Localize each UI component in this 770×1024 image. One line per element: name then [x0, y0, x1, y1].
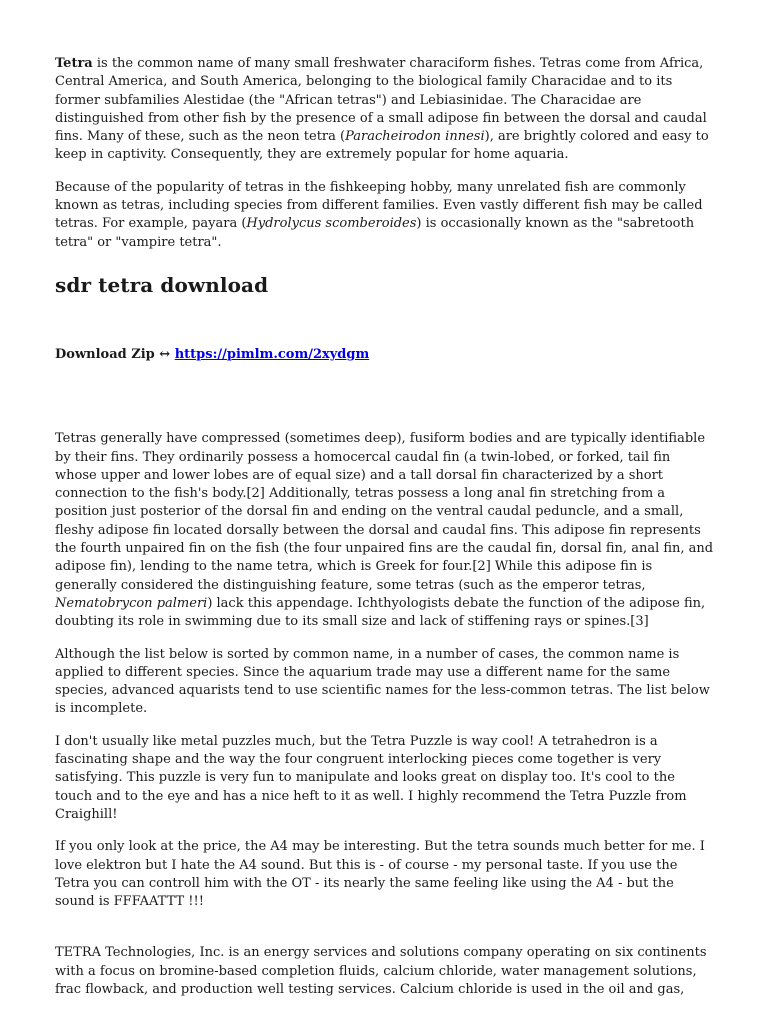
- intro-text-b: ), are brightly colored and easy to keep in captivity. Consequently, they are extremely popular for home aquaria.: [55, 129, 709, 163]
- term-bold: Tetra: [55, 56, 93, 71]
- list-note-paragraph: Although the list below is sorted by common name, in a number of cases, the common name is applied to different species. Since the aquarium trade may use a different name for the same species, advanced aquarists tend to use scientific names for the less-common tetras. The list below is incomplete.: [55, 646, 710, 717]
- intro-species-italic: Paracheirodon innesi: [345, 129, 485, 145]
- synth-paragraph: If you only look at the price, the A4 may be interesting. But the tetra sounds much better for me. I love elektron but I hate the A4 sound. But this is - of course - my personal taste. If you use the Tetra you can controll him with the OT - its nearly the same feeling like using the A4 - but the sound is FFFAATTT !!!: [55, 839, 705, 910]
- popularity-paragraph: [55, 179, 715, 252]
- intro-paragraph: [55, 55, 715, 165]
- puzzle-paragraph: I don't usually like metal puzzles much, but the Tetra Puzzle is way cool! A tetrahedron is a fascinating shape and the way the four congruent interlocking pieces come together is very satisfying. This puzzle is very fun to manipulate and looks great on display too. It's cool to the touch and to the eye and has a nice heft to it as well. I highly recommend the Tetra Puzzle from Craighill!: [55, 733, 687, 822]
- popularity-species-italic: Hydrolycus scomberoides: [246, 216, 417, 232]
- intro-text-a: is the common name of many small freshwater characiform fishes. Tetras come from Africa, Central America, and South America, belonging to the biological family Characidae and to its former subfamilies Alestidae (the "African tetras") and Lebiasinidae. The Characidae are distinguished from other fish by the presence of a small adipose fin between the dorsal and caudal fins. Many of these, such as the neon tetra (: [55, 56, 707, 145]
- download-line: [55, 346, 715, 364]
- popularity-text-a: Because of the popularity of tetras in the fishkeeping hobby, many unrelated fish are commonly known as tetras, including species from different families. Even vastly different fish may be called tetras. For example, payara (: [55, 179, 703, 232]
- anatomy-paragraph: [55, 430, 715, 631]
- download-link[interactable]: https://pimlm.com/2xydgm: [174, 346, 370, 362]
- company-paragraph: TETRA Technologies, Inc. is an energy services and solutions company operating on six continents with a focus on bromine-based completion fluids, calcium chloride, water management solutions, frac flowback, and production well testing services. Calcium chloride is used in the oil and gas,: [55, 945, 707, 997]
- popularity-text-b: ) is occasionally known as the "sabretooth tetra" or "vampire tetra".: [55, 216, 695, 250]
- page-heading: sdr tetra download: [55, 272, 269, 297]
- anatomy-text-a: Tetras generally have compressed (sometimes deep), fusiform bodies and are typically identifiable by their fins. They ordinarily possess a homocercal caudal fin (a twin-lobed, or forked, tail fin whose upper and lower lobes are of equal size) and a tall dorsal fin characterized by a short connection to the fish's body.[2] Additionally, tetras possess a long anal fin stretching from a position just posterior of the dorsal fin and ending on the ventral caudal peduncle, and a small, fleshy adipose fin located dorsally between the dorsal and caudal fins. This adipose fin represents the fourth unpaired fin on the fish (the four unpaired fins are the caudal fin, dorsal fin, anal fin, and adipose fin), lending to the name tetra, which is Greek for four.[2] While this adipose fin is generally considered the distinguishing feature, some tetras (such as the emperor tetras,: [55, 431, 714, 593]
- anatomy-text-b: ) lack this appendage. Ichthyologists debate the function of the adipose fin, doubting its role in swimming due to its small size and lack of stiffening rays or spines.[3]: [55, 595, 706, 630]
- anatomy-species-italic: Nematobrycon palmeri: [55, 595, 208, 611]
- download-label: Download Zip ↔: [55, 346, 175, 362]
